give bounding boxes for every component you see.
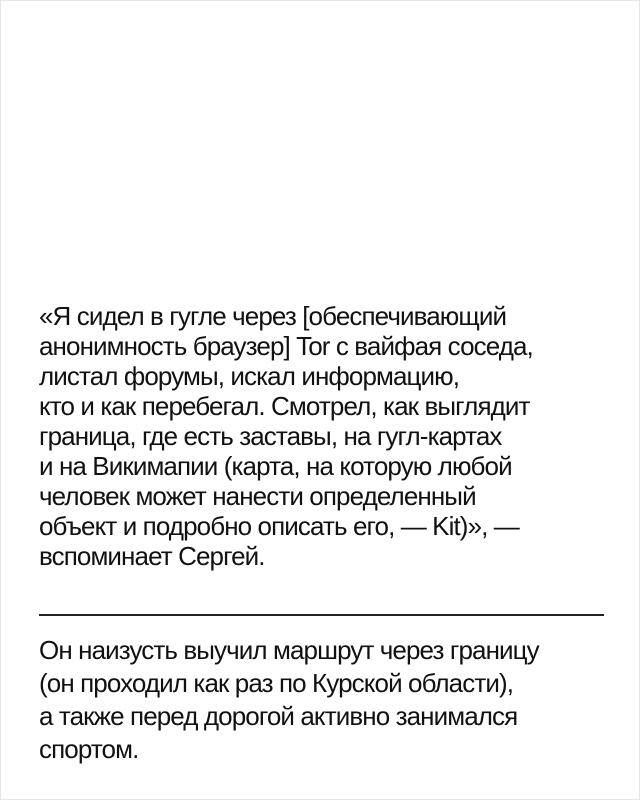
body-paragraph: Он наизусть выучил маршрут через границу (он проходил как раз по Курской области), а также перед дорогой активно занимался спортом. bbox=[39, 635, 539, 764]
quote-paragraph: «Я сидел в гугле через [обеспечивающий анонимность браузер] Tor с вайфая соседа, листал форумы, искал информацию, кто и как перебегал. Смотрел, как выглядит граница, где есть заставы, на гугл-картах и на Викимапии (карта, на которую любой человек может нанести определенный объект и подробно описать его, — Kit)», — вспоминает Сергей. bbox=[39, 301, 533, 571]
section-divider bbox=[39, 614, 604, 616]
